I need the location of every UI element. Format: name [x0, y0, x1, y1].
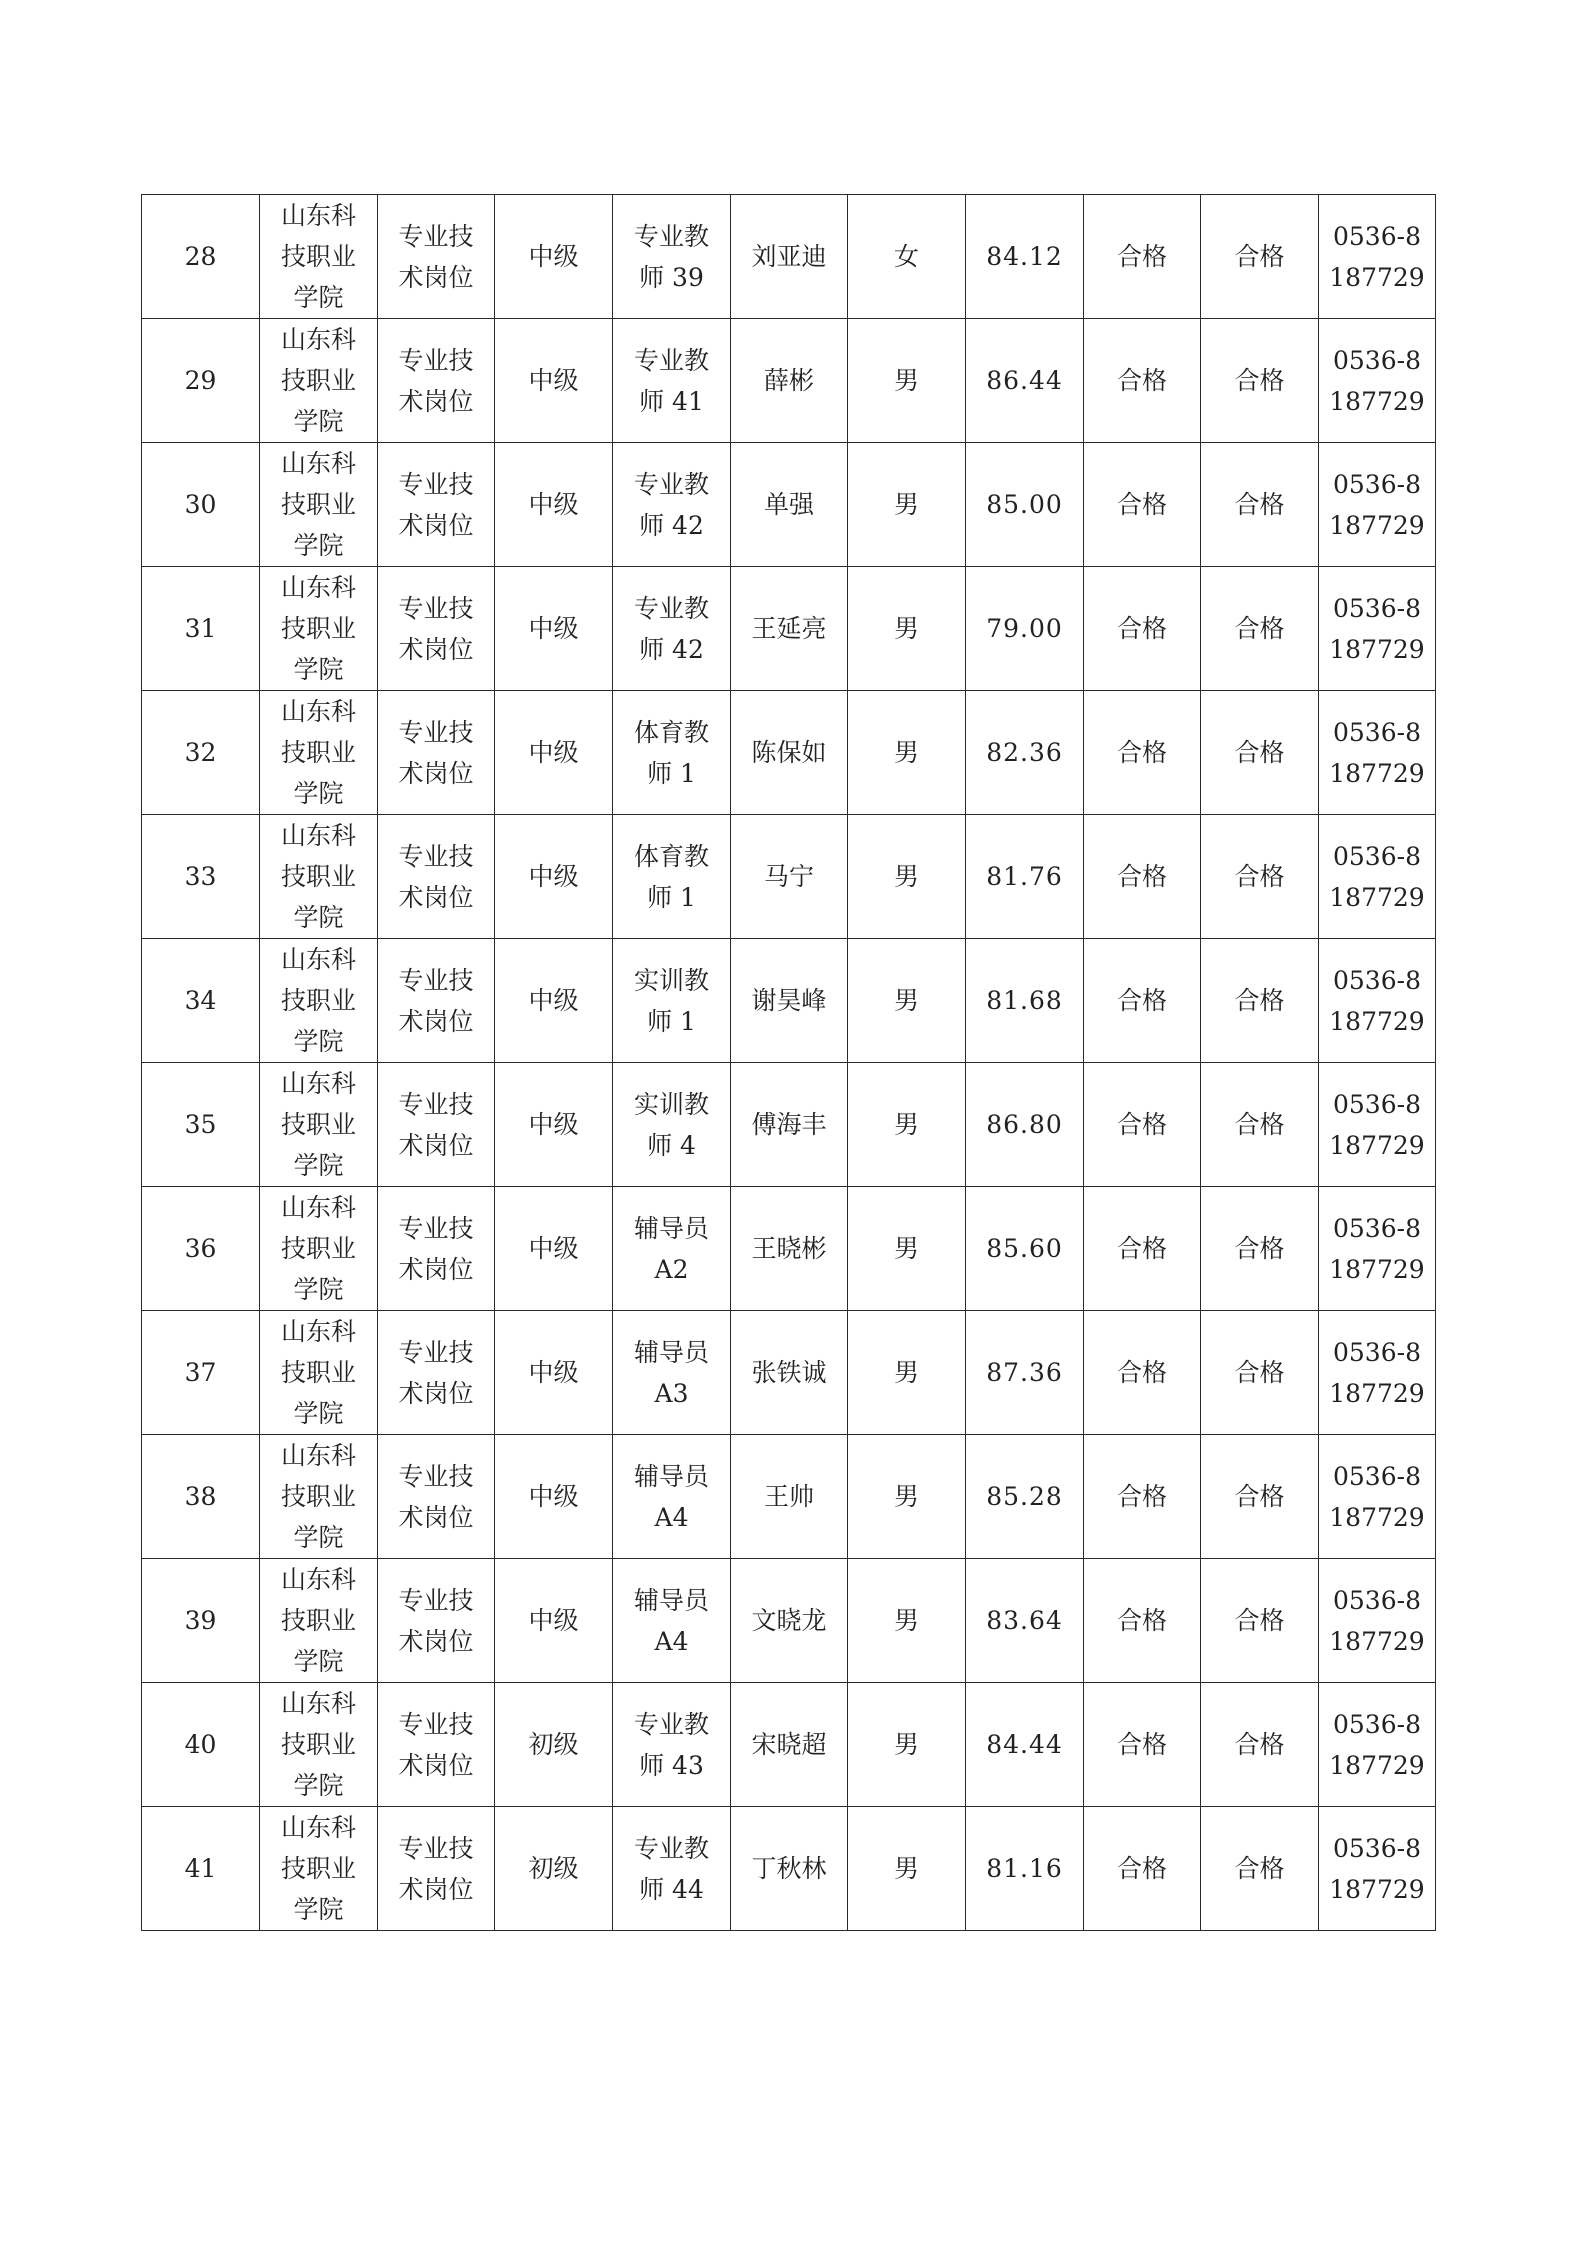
cell-phone: 0536-8 187729: [1319, 939, 1436, 1063]
cell-position: 辅导员 A2: [613, 1187, 731, 1311]
cell-name: 单强: [731, 443, 848, 567]
cell-exam-result: 合格: [1201, 1559, 1319, 1683]
cell-position: 体育教 师 1: [613, 691, 731, 815]
cell-exam-result: 合格: [1201, 691, 1319, 815]
cell-exam-result: 合格: [1201, 319, 1319, 443]
cell-gender: 男: [848, 815, 966, 939]
cell-review-result: 合格: [1084, 1311, 1201, 1435]
cell-score: 86.80: [966, 1063, 1084, 1187]
cell-employer: 山东科 技职业 学院: [260, 567, 378, 691]
cell-employer: 山东科 技职业 学院: [260, 319, 378, 443]
cell-exam-result: 合格: [1201, 1311, 1319, 1435]
cell-phone: 0536-8 187729: [1319, 815, 1436, 939]
cell-exam-result: 合格: [1201, 1807, 1319, 1931]
cell-post-type: 专业技 术岗位: [378, 1807, 495, 1931]
cell-score: 84.44: [966, 1683, 1084, 1807]
table-row: [142, 1063, 1436, 1187]
cell-gender: 男: [848, 1807, 966, 1931]
cell-gender: 男: [848, 567, 966, 691]
cell-score: 85.00: [966, 443, 1084, 567]
cell-number: 30: [142, 443, 260, 567]
cell-review-result: 合格: [1084, 1187, 1201, 1311]
cell-phone: 0536-8 187729: [1319, 319, 1436, 443]
cell-post-level: 中级: [495, 1063, 613, 1187]
cell-gender: 男: [848, 939, 966, 1063]
cell-position: 辅导员 A4: [613, 1435, 731, 1559]
cell-name: 张铁诚: [731, 1311, 848, 1435]
cell-review-result: 合格: [1084, 567, 1201, 691]
cell-position: 辅导员 A4: [613, 1559, 731, 1683]
cell-score: 81.68: [966, 939, 1084, 1063]
cell-position: 专业教 师 43: [613, 1683, 731, 1807]
cell-post-type: 专业技 术岗位: [378, 567, 495, 691]
cell-employer: 山东科 技职业 学院: [260, 1435, 378, 1559]
cell-phone: 0536-8 187729: [1319, 1683, 1436, 1807]
cell-review-result: 合格: [1084, 319, 1201, 443]
cell-number: 29: [142, 319, 260, 443]
cell-review-result: 合格: [1084, 939, 1201, 1063]
cell-phone: 0536-8 187729: [1319, 195, 1436, 319]
cell-employer: 山东科 技职业 学院: [260, 1807, 378, 1931]
cell-score: 84.12: [966, 195, 1084, 319]
cell-number: 34: [142, 939, 260, 1063]
cell-post-type: 专业技 术岗位: [378, 1187, 495, 1311]
cell-employer: 山东科 技职业 学院: [260, 195, 378, 319]
cell-phone: 0536-8 187729: [1319, 1063, 1436, 1187]
cell-review-result: 合格: [1084, 195, 1201, 319]
cell-post-type: 专业技 术岗位: [378, 1311, 495, 1435]
cell-name: 文晓龙: [731, 1559, 848, 1683]
cell-position: 体育教 师 1: [613, 815, 731, 939]
cell-post-level: 初级: [495, 1807, 613, 1931]
table-row: [142, 319, 1436, 443]
cell-position: 专业教 师 44: [613, 1807, 731, 1931]
cell-employer: 山东科 技职业 学院: [260, 939, 378, 1063]
cell-name: 薛彬: [731, 319, 848, 443]
cell-employer: 山东科 技职业 学院: [260, 691, 378, 815]
cell-phone: 0536-8 187729: [1319, 691, 1436, 815]
table-row: [142, 1435, 1436, 1559]
cell-number: 41: [142, 1807, 260, 1931]
cell-number: 31: [142, 567, 260, 691]
cell-exam-result: 合格: [1201, 1063, 1319, 1187]
cell-name: 谢昊峰: [731, 939, 848, 1063]
cell-post-level: 中级: [495, 443, 613, 567]
cell-position: 专业教 师 42: [613, 567, 731, 691]
cell-exam-result: 合格: [1201, 939, 1319, 1063]
cell-post-level: 初级: [495, 1683, 613, 1807]
cell-phone: 0536-8 187729: [1319, 1311, 1436, 1435]
cell-post-level: 中级: [495, 1311, 613, 1435]
cell-number: 35: [142, 1063, 260, 1187]
cell-number: 39: [142, 1559, 260, 1683]
cell-employer: 山东科 技职业 学院: [260, 1187, 378, 1311]
cell-gender: 男: [848, 1063, 966, 1187]
table-row: [142, 1683, 1436, 1807]
cell-post-level: 中级: [495, 1187, 613, 1311]
cell-gender: 女: [848, 195, 966, 319]
cell-phone: 0536-8 187729: [1319, 1559, 1436, 1683]
cell-employer: 山东科 技职业 学院: [260, 443, 378, 567]
cell-gender: 男: [848, 443, 966, 567]
cell-score: 85.60: [966, 1187, 1084, 1311]
cell-post-level: 中级: [495, 567, 613, 691]
cell-gender: 男: [848, 1435, 966, 1559]
cell-post-type: 专业技 术岗位: [378, 939, 495, 1063]
cell-post-type: 专业技 术岗位: [378, 443, 495, 567]
cell-gender: 男: [848, 1683, 966, 1807]
table-row: [142, 567, 1436, 691]
cell-exam-result: 合格: [1201, 567, 1319, 691]
cell-post-type: 专业技 术岗位: [378, 195, 495, 319]
cell-post-type: 专业技 术岗位: [378, 1683, 495, 1807]
cell-phone: 0536-8 187729: [1319, 1187, 1436, 1311]
cell-exam-result: 合格: [1201, 1435, 1319, 1559]
cell-position: 实训教 师 4: [613, 1063, 731, 1187]
cell-review-result: 合格: [1084, 1063, 1201, 1187]
cell-position: 辅导员 A3: [613, 1311, 731, 1435]
table-row: [142, 1311, 1436, 1435]
cell-number: 33: [142, 815, 260, 939]
table-row: [142, 1187, 1436, 1311]
cell-score: 79.00: [966, 567, 1084, 691]
cell-score: 81.76: [966, 815, 1084, 939]
cell-review-result: 合格: [1084, 1559, 1201, 1683]
cell-number: 36: [142, 1187, 260, 1311]
cell-name: 丁秋林: [731, 1807, 848, 1931]
cell-name: 王晓彬: [731, 1187, 848, 1311]
table-body: [142, 195, 1436, 1931]
cell-post-level: 中级: [495, 319, 613, 443]
cell-number: 37: [142, 1311, 260, 1435]
cell-post-type: 专业技 术岗位: [378, 1063, 495, 1187]
cell-post-level: 中级: [495, 1559, 613, 1683]
cell-phone: 0536-8 187729: [1319, 567, 1436, 691]
cell-review-result: 合格: [1084, 1807, 1201, 1931]
cell-exam-result: 合格: [1201, 815, 1319, 939]
cell-name: 陈保如: [731, 691, 848, 815]
cell-score: 86.44: [966, 319, 1084, 443]
cell-post-level: 中级: [495, 1435, 613, 1559]
cell-position: 专业教 师 39: [613, 195, 731, 319]
cell-name: 马宁: [731, 815, 848, 939]
cell-gender: 男: [848, 1311, 966, 1435]
cell-name: 王帅: [731, 1435, 848, 1559]
table-row: [142, 1559, 1436, 1683]
cell-employer: 山东科 技职业 学院: [260, 1063, 378, 1187]
cell-review-result: 合格: [1084, 443, 1201, 567]
cell-employer: 山东科 技职业 学院: [260, 1559, 378, 1683]
cell-score: 81.16: [966, 1807, 1084, 1931]
cell-post-level: 中级: [495, 815, 613, 939]
cell-review-result: 合格: [1084, 691, 1201, 815]
cell-post-type: 专业技 术岗位: [378, 1435, 495, 1559]
cell-exam-result: 合格: [1201, 195, 1319, 319]
cell-post-type: 专业技 术岗位: [378, 691, 495, 815]
cell-gender: 男: [848, 1187, 966, 1311]
table-row: [142, 443, 1436, 567]
cell-post-type: 专业技 术岗位: [378, 1559, 495, 1683]
cell-exam-result: 合格: [1201, 1683, 1319, 1807]
cell-score: 87.36: [966, 1311, 1084, 1435]
cell-review-result: 合格: [1084, 1683, 1201, 1807]
cell-post-type: 专业技 术岗位: [378, 815, 495, 939]
cell-name: 王延亮: [731, 567, 848, 691]
cell-exam-result: 合格: [1201, 443, 1319, 567]
cell-phone: 0536-8 187729: [1319, 1435, 1436, 1559]
cell-score: 82.36: [966, 691, 1084, 815]
table-row: [142, 1807, 1436, 1931]
cell-employer: 山东科 技职业 学院: [260, 1683, 378, 1807]
table-row: [142, 939, 1436, 1063]
cell-gender: 男: [848, 1559, 966, 1683]
cell-number: 38: [142, 1435, 260, 1559]
cell-gender: 男: [848, 319, 966, 443]
cell-position: 专业教 师 41: [613, 319, 731, 443]
cell-number: 28: [142, 195, 260, 319]
cell-phone: 0536-8 187729: [1319, 443, 1436, 567]
cell-employer: 山东科 技职业 学院: [260, 1311, 378, 1435]
cell-post-level: 中级: [495, 195, 613, 319]
cell-employer: 山东科 技职业 学院: [260, 815, 378, 939]
cell-phone: 0536-8 187729: [1319, 1807, 1436, 1931]
cell-number: 40: [142, 1683, 260, 1807]
table-row: [142, 691, 1436, 815]
cell-exam-result: 合格: [1201, 1187, 1319, 1311]
cell-gender: 男: [848, 691, 966, 815]
cell-score: 85.28: [966, 1435, 1084, 1559]
cell-name: 刘亚迪: [731, 195, 848, 319]
cell-review-result: 合格: [1084, 1435, 1201, 1559]
cell-number: 32: [142, 691, 260, 815]
cell-score: 83.64: [966, 1559, 1084, 1683]
results-table: [141, 194, 1436, 1931]
table-row: [142, 195, 1436, 319]
cell-post-level: 中级: [495, 691, 613, 815]
cell-name: 宋晓超: [731, 1683, 848, 1807]
cell-name: 傅海丰: [731, 1063, 848, 1187]
cell-position: 实训教 师 1: [613, 939, 731, 1063]
cell-post-level: 中级: [495, 939, 613, 1063]
cell-review-result: 合格: [1084, 815, 1201, 939]
cell-post-type: 专业技 术岗位: [378, 319, 495, 443]
table-row: [142, 815, 1436, 939]
cell-position: 专业教 师 42: [613, 443, 731, 567]
